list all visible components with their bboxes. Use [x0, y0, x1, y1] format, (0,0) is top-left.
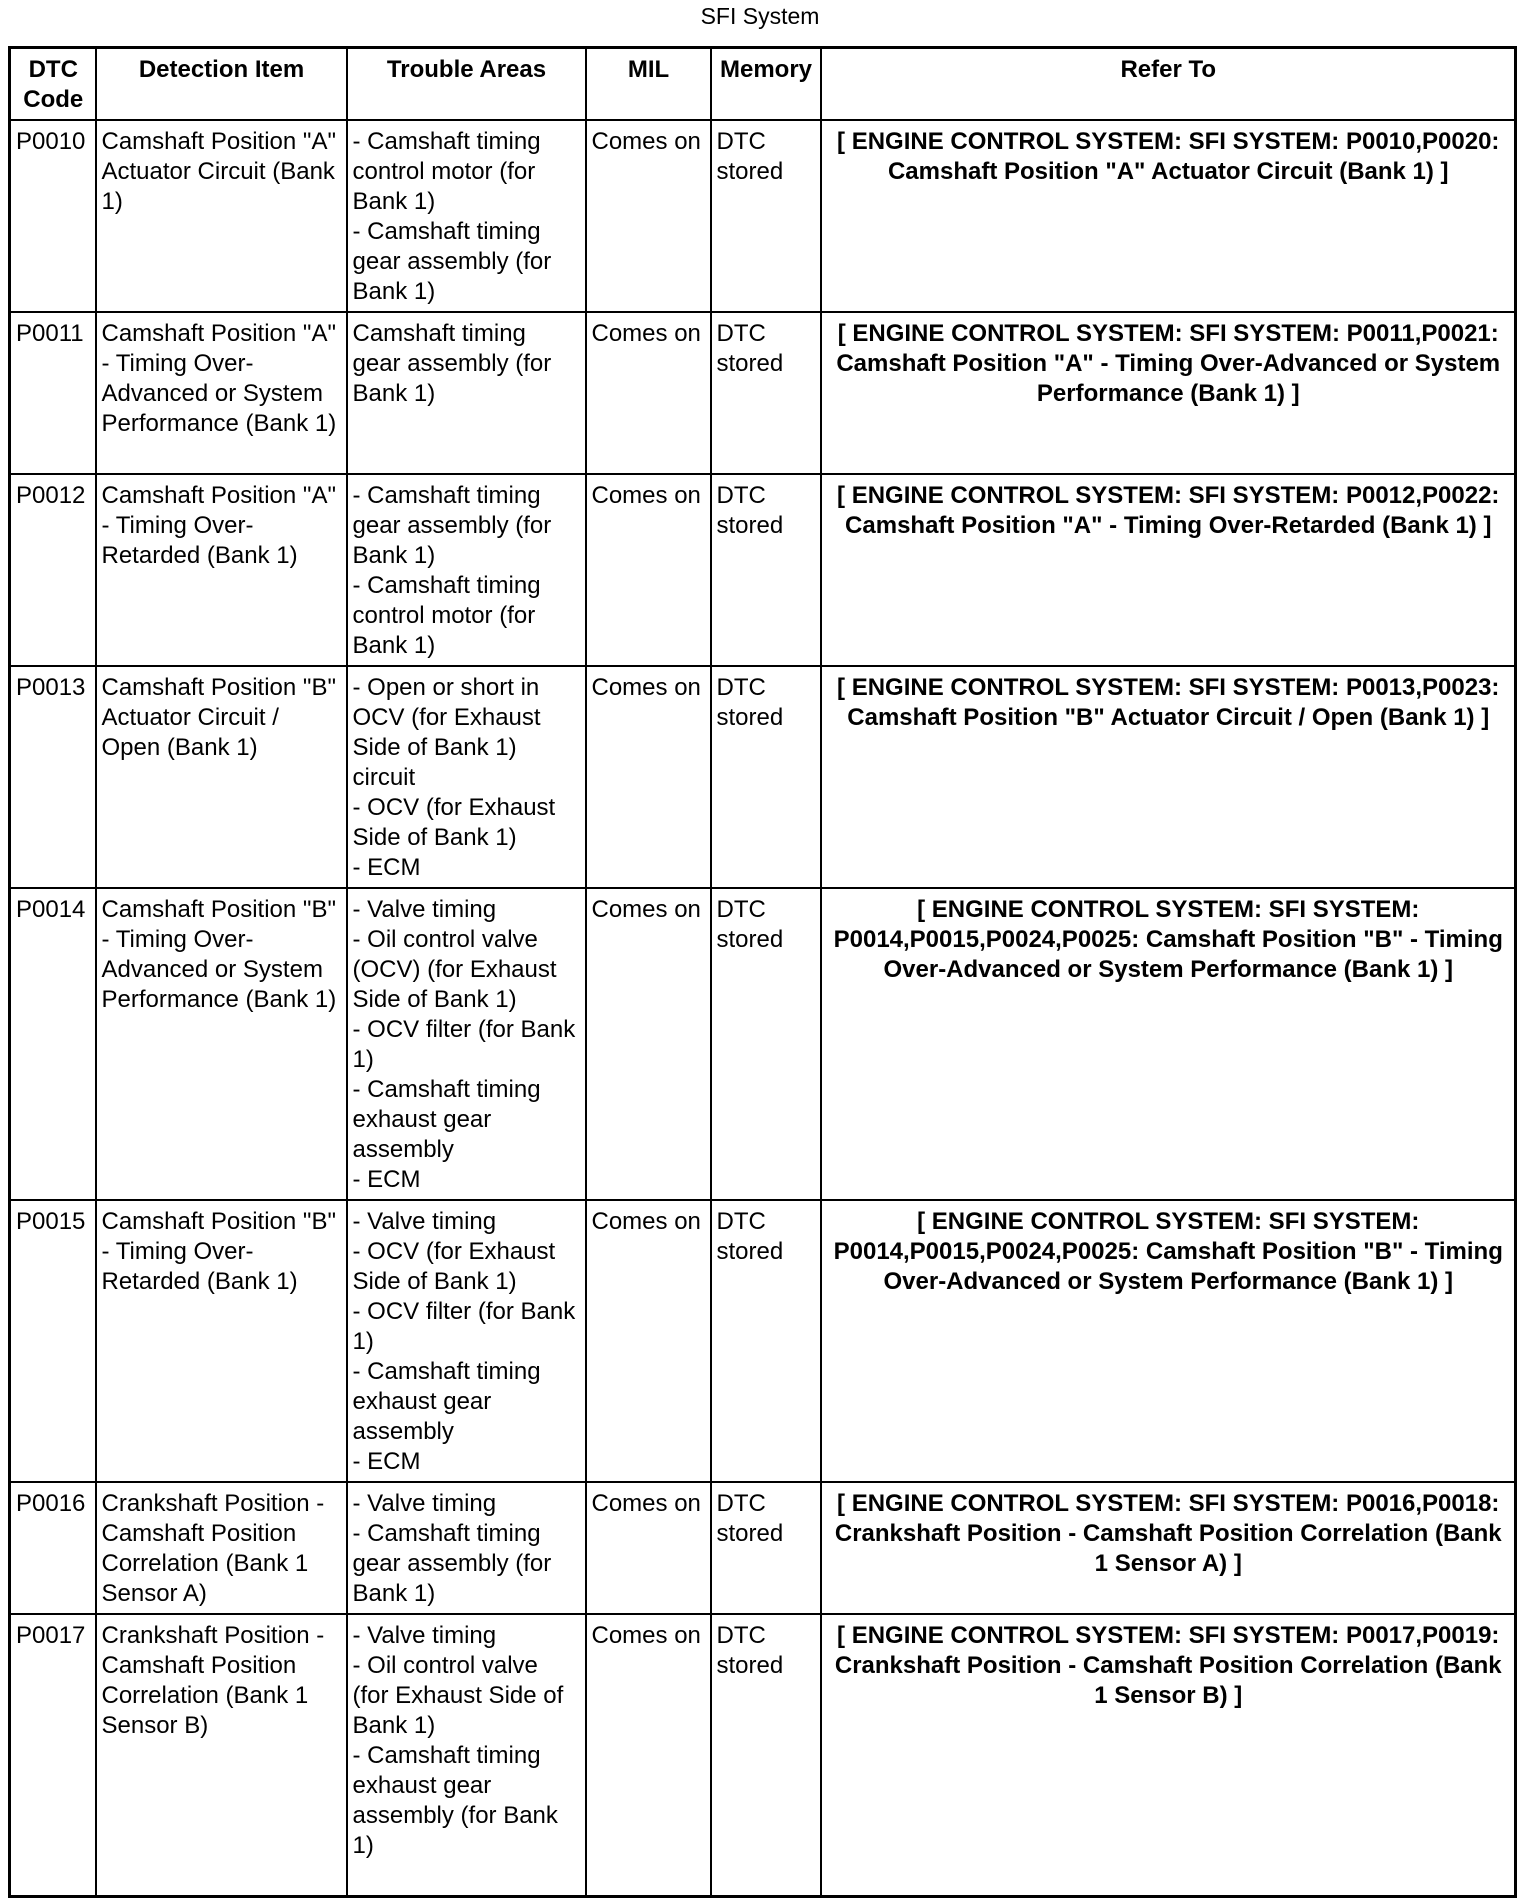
memory-cell: DTC stored	[711, 120, 821, 312]
dtc-code-cell: P0012	[10, 474, 96, 666]
detection-item-cell: Crankshaft Position - Camshaft Position Correlation (Bank 1 Sensor A)	[96, 1482, 347, 1614]
dtc-code-cell: P0015	[10, 1200, 96, 1482]
refer-to-cell: [ ENGINE CONTROL SYSTEM: SFI SYSTEM: P0012,P0022: Camshaft Position "A" - Timing Over-Retarded (Bank 1) ]	[821, 474, 1516, 666]
trouble-area-line: - OCV (for Exhaust Side of Bank 1)	[352, 1238, 556, 1295]
header-refer-to: Refer To	[821, 48, 1516, 121]
trouble-area-line: Camshaft timing gear assembly (for Bank 1)	[352, 320, 552, 407]
trouble-areas-cell	[347, 120, 586, 312]
mil-cell: Comes on	[586, 120, 711, 312]
trouble-areas-cell	[347, 1614, 586, 1896]
mil-cell: Comes on	[586, 1614, 711, 1896]
trouble-area-line: - Camshaft timing gear assembly (for Bank 1)	[352, 218, 552, 305]
page-title: SFI System	[700, 3, 820, 29]
trouble-areas-cell	[347, 312, 586, 474]
detection-item-cell: Camshaft Position "B" Actuator Circuit / Open (Bank 1)	[96, 666, 347, 888]
trouble-area-line: - Oil control valve (for Exhaust Side of Bank 1)	[352, 1652, 564, 1739]
detection-item-cell: Camshaft Position "A" - Timing Over-Advanced or System Performance (Bank 1)	[96, 312, 347, 474]
refer-to-cell: [ ENGINE CONTROL SYSTEM: SFI SYSTEM: P0010,P0020: Camshaft Position "A" Actuator Circuit (Bank 1) ]	[821, 120, 1516, 312]
mil-cell: Comes on	[586, 1200, 711, 1482]
trouble-area-line: - Valve timing	[352, 1622, 497, 1649]
mil-cell: Comes on	[586, 888, 711, 1200]
trouble-area-line: - OCV filter (for Bank 1)	[352, 1016, 576, 1073]
mil-cell: Comes on	[586, 474, 711, 666]
table-row	[10, 1200, 1516, 1482]
table-row	[10, 666, 1516, 888]
table-row	[10, 312, 1516, 474]
mil-cell: Comes on	[586, 666, 711, 888]
memory-cell: DTC stored	[711, 474, 821, 666]
trouble-area-line: - Camshaft timing control motor (for Bank 1)	[352, 128, 541, 215]
trouble-area-line: - ECM	[352, 1448, 421, 1475]
trouble-area-line: - ECM	[352, 854, 421, 881]
trouble-area-line: - Camshaft timing exhaust gear assembly	[352, 1076, 541, 1163]
header-detection-item: Detection Item	[96, 48, 347, 121]
refer-to-cell: [ ENGINE CONTROL SYSTEM: SFI SYSTEM: P0011,P0021: Camshaft Position "A" - Timing Over-Advanced or System Performance (Bank 1) ]	[821, 312, 1516, 474]
dtc-code-cell: P0017	[10, 1614, 96, 1896]
memory-cell: DTC stored	[711, 888, 821, 1200]
detection-item-cell: Camshaft Position "A" Actuator Circuit (Bank 1)	[96, 120, 347, 312]
table-header-row	[10, 48, 1516, 121]
trouble-area-line: - Valve timing	[352, 1490, 497, 1517]
table-row	[10, 474, 1516, 666]
memory-cell: DTC stored	[711, 1614, 821, 1896]
table-row	[10, 120, 1516, 312]
dtc-code-cell: P0014	[10, 888, 96, 1200]
dtc-code-cell: P0013	[10, 666, 96, 888]
trouble-area-line: - Camshaft timing gear assembly (for Bank 1)	[352, 482, 552, 569]
trouble-area-line: - OCV (for Exhaust Side of Bank 1)	[352, 794, 556, 851]
mil-cell: Comes on	[586, 312, 711, 474]
trouble-area-line: - Camshaft timing control motor (for Bank 1)	[352, 572, 541, 659]
dtc-code-cell: P0010	[10, 120, 96, 312]
mil-cell: Comes on	[586, 1482, 711, 1614]
header-memory: Memory	[711, 48, 821, 121]
refer-to-cell: [ ENGINE CONTROL SYSTEM: SFI SYSTEM: P0014,P0015,P0024,P0025: Camshaft Position "B" - Timing Over-Advanced or System Performance (Bank 1) ]	[821, 888, 1516, 1200]
refer-to-cell: [ ENGINE CONTROL SYSTEM: SFI SYSTEM: P0013,P0023: Camshaft Position "B" Actuator Circuit / Open (Bank 1) ]	[821, 666, 1516, 888]
detection-item-cell: Crankshaft Position - Camshaft Position Correlation (Bank 1 Sensor B)	[96, 1614, 347, 1896]
trouble-area-line: - Valve timing	[352, 896, 497, 923]
trouble-areas-cell	[347, 1200, 586, 1482]
trouble-area-line: - Camshaft timing exhaust gear assembly	[352, 1358, 541, 1445]
table-body	[10, 120, 1516, 1896]
trouble-area-line: - ECM	[352, 1166, 421, 1193]
header-mil: MIL	[586, 48, 711, 121]
trouble-areas-cell	[347, 888, 586, 1200]
detection-item-cell: Camshaft Position "B" - Timing Over-Retarded (Bank 1)	[96, 1200, 347, 1482]
trouble-area-line: - Oil control valve (OCV) (for Exhaust Side of Bank 1)	[352, 926, 557, 1013]
trouble-area-line: - Camshaft timing gear assembly (for Bank 1)	[352, 1520, 552, 1607]
detection-item-cell: Camshaft Position "A" - Timing Over-Retarded (Bank 1)	[96, 474, 347, 666]
trouble-area-line: - OCV filter (for Bank 1)	[352, 1298, 576, 1355]
trouble-areas-cell	[347, 474, 586, 666]
header-trouble-areas: Trouble Areas	[347, 48, 586, 121]
memory-cell: DTC stored	[711, 312, 821, 474]
trouble-area-line: - Open or short in OCV (for Exhaust Side of Bank 1) circuit	[352, 674, 541, 791]
refer-to-cell: [ ENGINE CONTROL SYSTEM: SFI SYSTEM: P0016,P0018: Crankshaft Position - Camshaft Position Correlation (Bank 1 Sensor A) ]	[821, 1482, 1516, 1614]
table-row	[10, 1482, 1516, 1614]
refer-to-cell: [ ENGINE CONTROL SYSTEM: SFI SYSTEM: P0017,P0019: Crankshaft Position - Camshaft Position Correlation (Bank 1 Sensor B) ]	[821, 1614, 1516, 1896]
trouble-area-line: - Camshaft timing exhaust gear assembly (for Bank 1)	[352, 1742, 558, 1859]
memory-cell: DTC stored	[711, 1200, 821, 1482]
memory-cell: DTC stored	[711, 666, 821, 888]
memory-cell: DTC stored	[711, 1482, 821, 1614]
trouble-areas-cell	[347, 1482, 586, 1614]
trouble-area-line: - Valve timing	[352, 1208, 497, 1235]
detection-item-cell: Camshaft Position "B" - Timing Over-Advanced or System Performance (Bank 1)	[96, 888, 347, 1200]
trouble-areas-cell	[347, 666, 586, 888]
refer-to-cell: [ ENGINE CONTROL SYSTEM: SFI SYSTEM: P0014,P0015,P0024,P0025: Camshaft Position "B" - Timing Over-Advanced or System Performance (Bank 1) ]	[821, 1200, 1516, 1482]
header-dtc-code: DTC Code	[10, 48, 96, 121]
dtc-code-cell: P0011	[10, 312, 96, 474]
dtc-table	[8, 46, 1517, 1898]
table-row	[10, 1614, 1516, 1896]
dtc-code-cell: P0016	[10, 1482, 96, 1614]
table-row	[10, 888, 1516, 1200]
